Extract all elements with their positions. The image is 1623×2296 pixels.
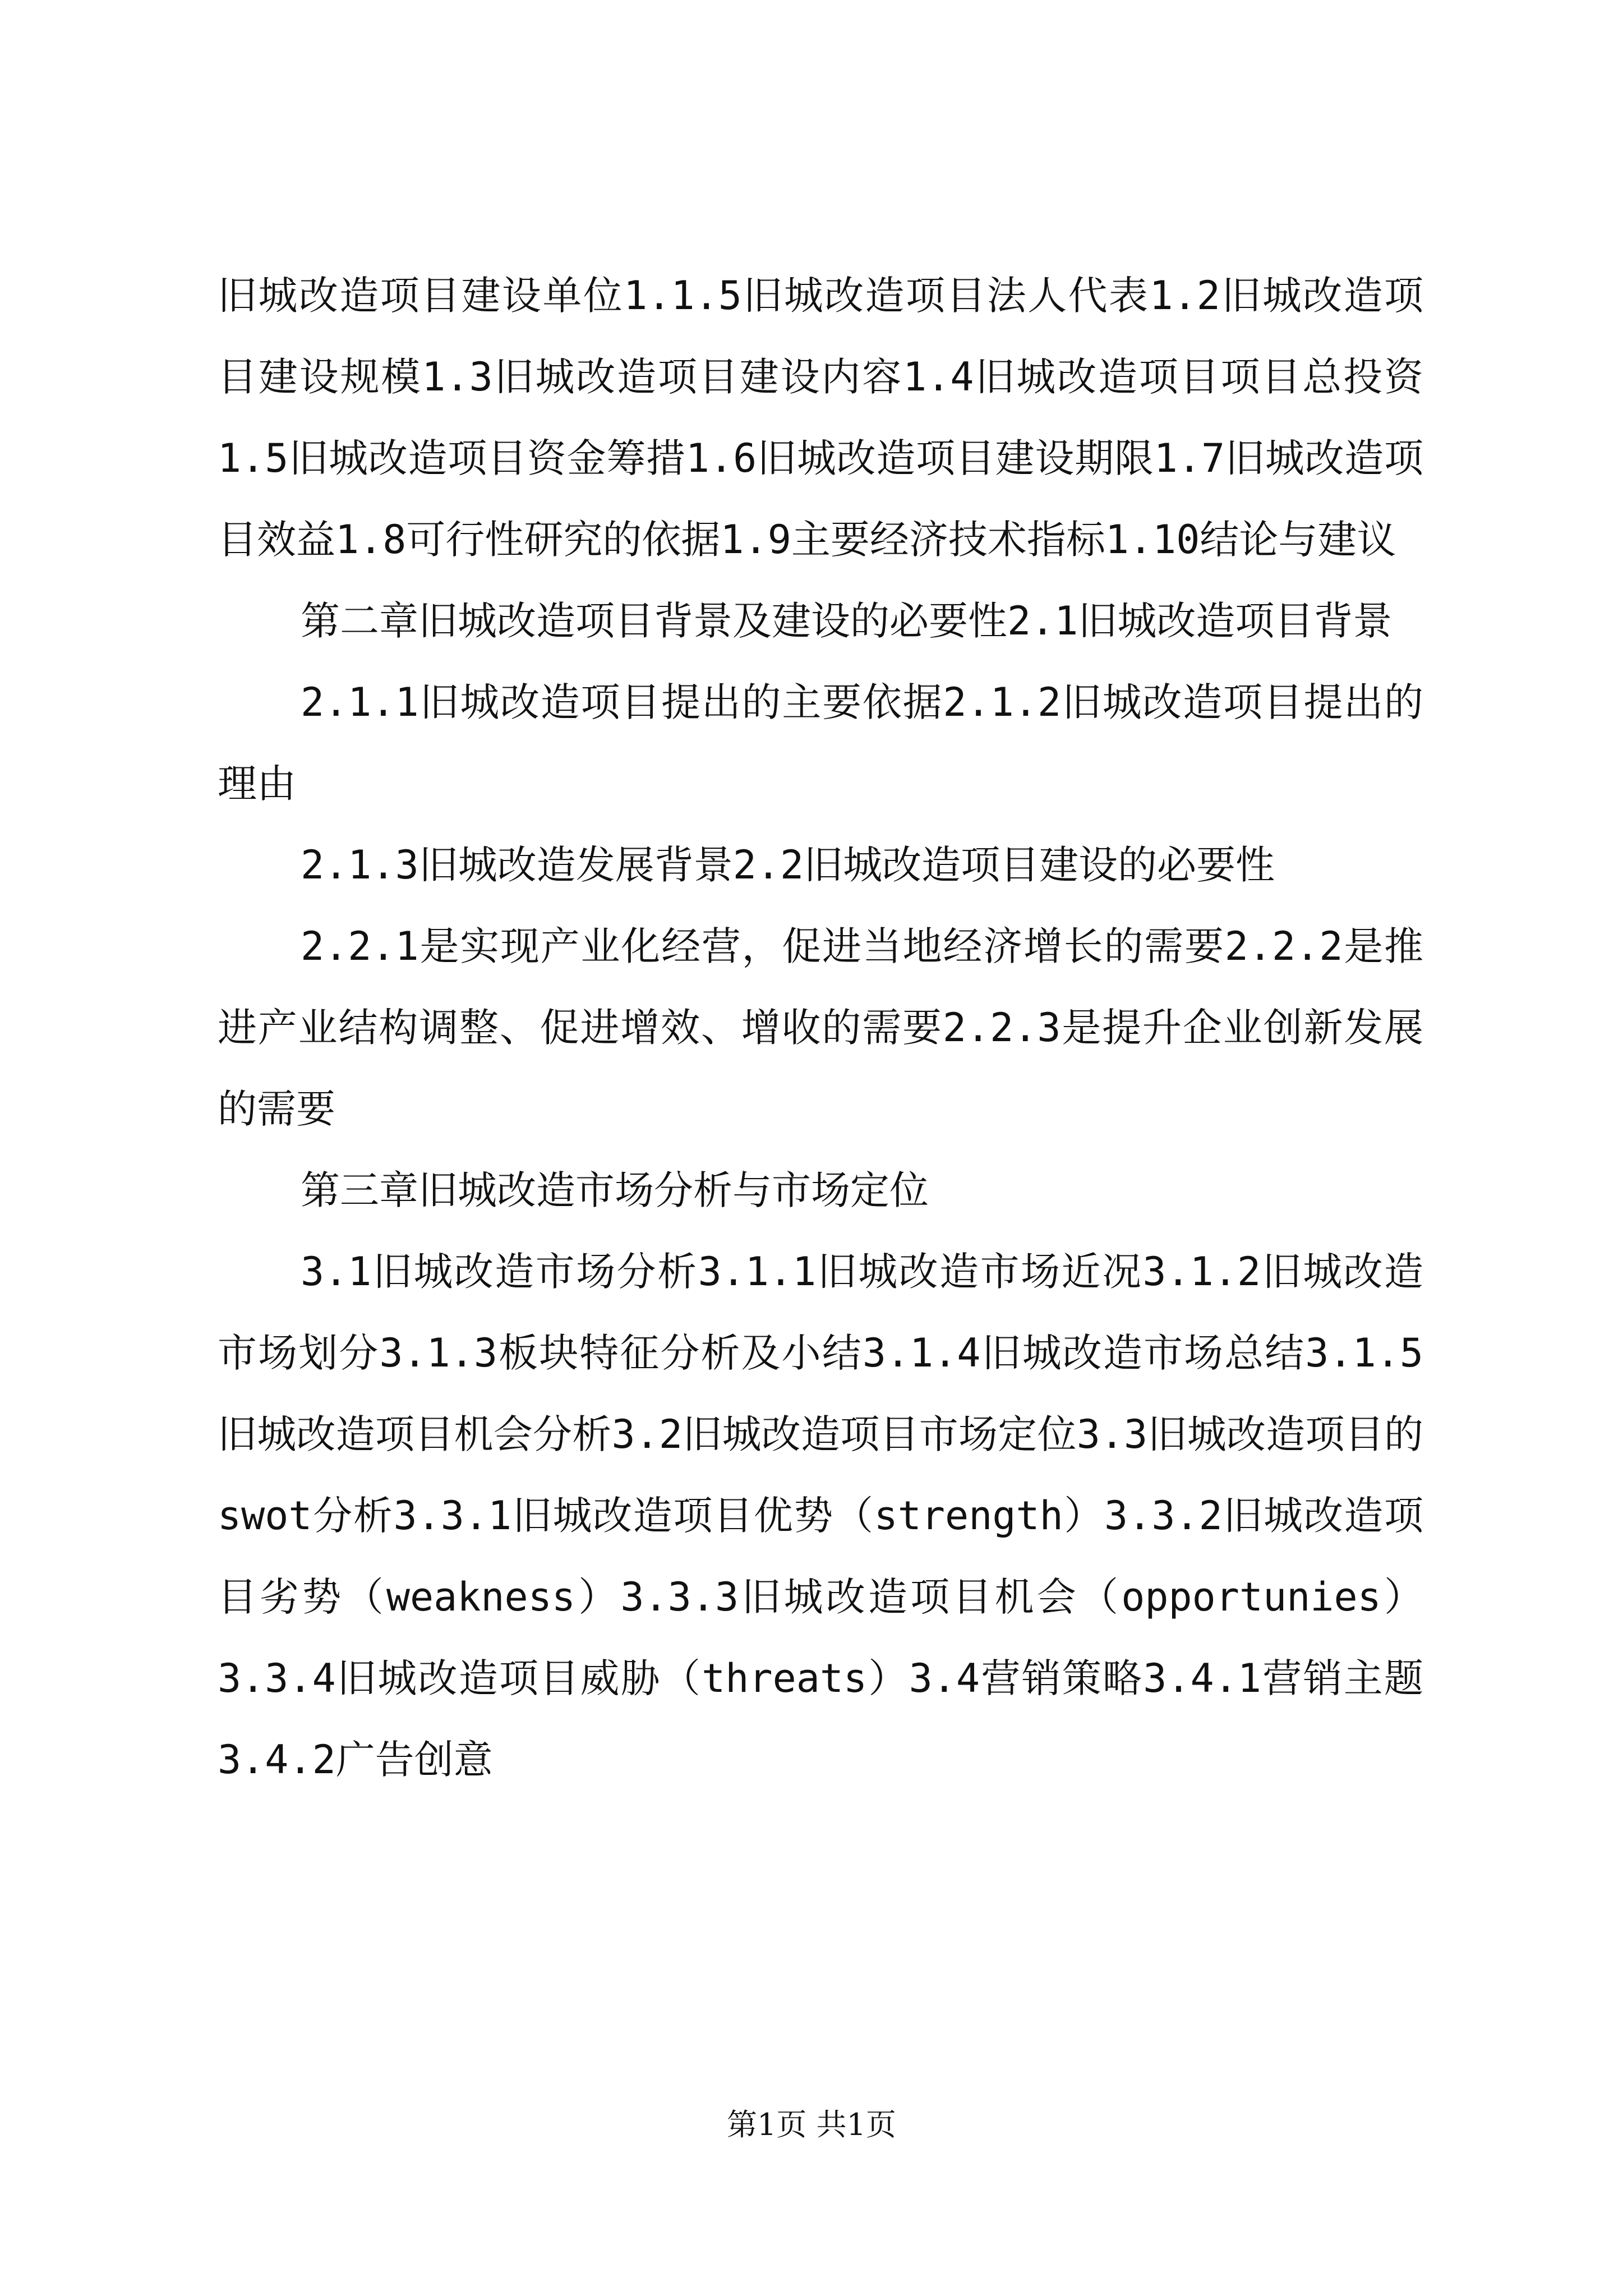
document-body xyxy=(218,255,1423,1801)
paragraph-2-1-1: 2.1.1旧城改造项目提出的主要依据2.1.2旧城改造项目提出的理由 xyxy=(218,679,1423,807)
paragraph-chapter-2-heading: 第二章旧城改造项目背景及建设的必要性2.1旧城改造项目背景 xyxy=(301,598,1393,644)
paragraph-2-1-3: 2.1.3旧城改造发展背景2.2旧城改造项目建设的必要性 xyxy=(301,842,1275,888)
paragraph-2-2-1: 2.2.1是实现产业化经营，促进当地经济增长的需要2.2.2是推进产业结构调整、促进增效、增收的需要2.2.3是提升企业创新发展的需要 xyxy=(218,923,1423,1132)
paragraph-section-1-list: 旧城改造项目建设单位1.1.5旧城改造项目法人代表1.2旧城改造项目建设规模1.3旧城改造项目建设内容1.4旧城改造项目项目总投资1.5旧城改造项目资金筹措1.6旧城改造项目建设期限1.7旧城改造项目效益1.8可行性研究的依据1.9主要经济技术指标1.10结论与建议 xyxy=(218,273,1423,563)
paragraph-3-1: 3.1旧城改造市场分析3.1.1旧城改造市场近况3.1.2旧城改造市场划分3.1.3板块特征分析及小结3.1.4旧城改造市场总结3.1.5旧城改造项目机会分析3.2旧城改造项目市场定位3.3旧城改造项目的swot分析3.3.1旧城改造项目优势（strength）3.3.2旧城改造项目劣势（weakness）3.3.3旧城改造项目机会（opportunies）3.3.4旧城改造项目威胁（threats）3.4营销策略3.4.1营销主题3.4.2广告创意 xyxy=(218,1249,1423,1783)
paragraph-chapter-3-heading: 第三章旧城改造市场分析与市场定位 xyxy=(301,1167,929,1213)
page-footer: 第1页 共1页 xyxy=(727,2107,896,2142)
